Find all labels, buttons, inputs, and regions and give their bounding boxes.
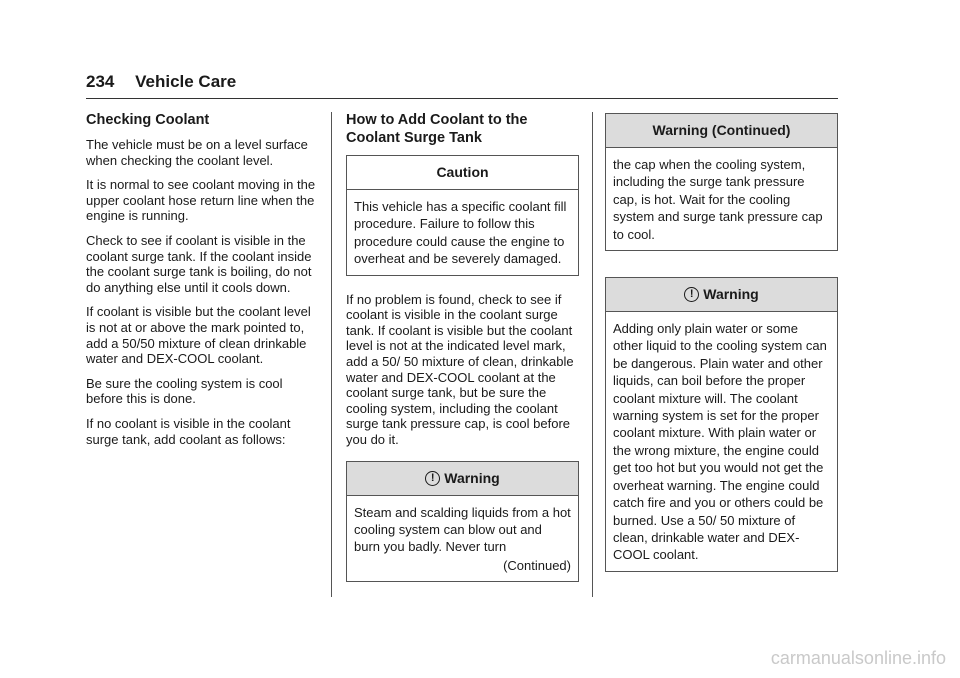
caution-box <box>346 155 579 276</box>
paragraph: The vehicle must be on a level surface when checking the coolant level. <box>86 137 308 168</box>
caution-title: Caution <box>347 156 578 190</box>
column-divider-2 <box>592 112 593 597</box>
warning-text: Adding only plain water or some other liquid to the cooling system can be dangerous. Plain water and other liquids, can boil before the proper coolant mixture will. The coolant warning system is set for the proper coolant mixture. With plain water or the wrong mixture, the engine could get too hot but you would not get the overheat warning. The engine could catch fire and you or others could be burned. Use a 50/ 50 mixture of clean, drinkable water and DEX-COOL coolant. <box>613 321 827 563</box>
paragraph: Check to see if coolant is visible in the coolant surge tank. If the coolant inside the coolant surge tank is boiling, do not do anything else until it cools down. <box>86 232 312 295</box>
warning-icon <box>684 287 699 302</box>
watermark: carmanualsonline.info <box>770 648 946 668</box>
warning-continued-title: Warning (Continued) <box>606 114 837 148</box>
column-3 <box>605 113 838 572</box>
warning-icon <box>425 471 440 486</box>
paragraph: If coolant is visible but the coolant level is not at or above the mark pointed to, add a 50/50 mixture of clean drinkable water and DEX-COOL coolant. <box>86 304 311 367</box>
column-2 <box>346 111 579 582</box>
section-heading-checking-coolant: Checking Coolant <box>86 112 210 128</box>
warning-title: Warning <box>444 469 500 486</box>
warning-title-bar <box>347 462 578 496</box>
paragraph: Be sure the cooling system is cool before this is done. <box>86 375 283 407</box>
warning-title: Warning <box>703 286 759 303</box>
section-title: Vehicle Care <box>135 72 237 91</box>
warning-text: Steam and scalding liquids from a hot cooling system can blow out and burn you badly. Never turn <box>354 504 571 555</box>
warning-continued-box <box>605 113 838 251</box>
warning-continued-text: the cap when the cooling system, including the surge tank pressure cap, is hot. Wait for the cooling system and surge tank pressure cap to cool. <box>613 157 823 242</box>
warning-title-bar <box>606 278 837 312</box>
page-number: 234 <box>86 72 115 91</box>
section-heading-add-coolant: How to Add Coolant to the Coolant Surge Tank <box>346 112 528 146</box>
column-1 <box>86 111 322 456</box>
header-rule <box>86 98 838 99</box>
continued-label: (Continued) <box>503 557 571 573</box>
caution-text: This vehicle has a specific coolant fill procedure. Failure to follow this procedure could cause the engine to overheat and be severely damaged. <box>354 199 567 267</box>
warning-body <box>347 496 578 582</box>
warning-box <box>346 461 579 583</box>
warning-box <box>605 277 838 572</box>
paragraph: If no problem is found, check to see if coolant is visible in the coolant surge tank. If coolant is visible but the coolant level is not at the indicated level mark, add a 50/ 50 mixture of clean, drinkable water and DEX-COOL coolant at the coolant surge tank, but be sure the cooling system, including the coolant surge tank pressure cap, is cool before you do it. <box>346 291 574 447</box>
column-divider-1 <box>331 112 332 597</box>
paragraph: If no coolant is visible in the coolant surge tank, add coolant as follows: <box>86 415 291 447</box>
paragraph: It is normal to see coolant moving in the upper coolant hose return line when the engine is running. <box>86 177 316 224</box>
page-header <box>86 72 236 92</box>
